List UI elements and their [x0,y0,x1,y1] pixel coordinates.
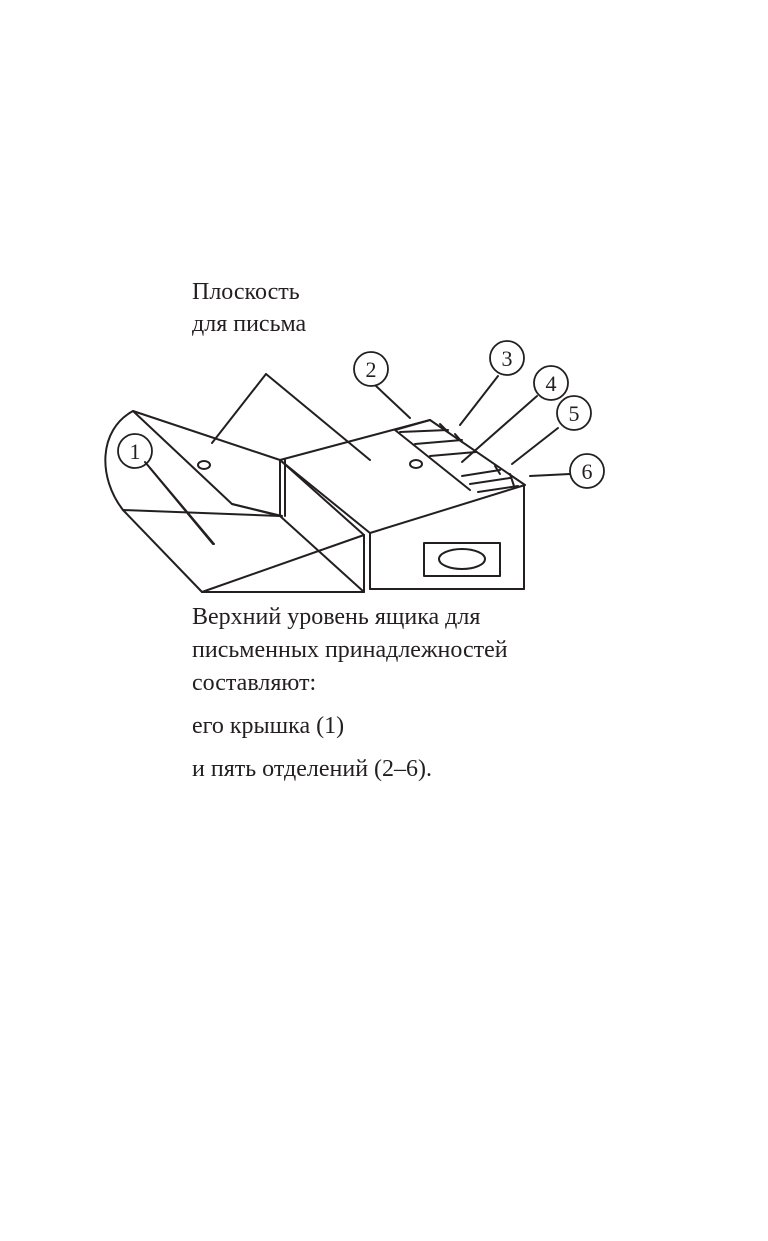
writing-surface-label-line-1: Плоскость [192,279,300,305]
callout-number-6: 6 [581,459,593,484]
caption-line-2: письменных принадлежностей [192,637,508,663]
caption-line-1: Верхний уровень ящика для [192,604,481,630]
caption-item-lid: его крышка (1) [192,713,345,739]
writing-box-diagram [0,340,768,610]
callout-number-3: 3 [501,346,513,371]
caption-item-compartments: и пять отделений (2–6). [192,756,433,782]
caption-intro [192,601,672,700]
lid-panel [105,411,364,592]
box-body [280,420,525,589]
caption [192,601,672,786]
callout-number-1: 1 [129,439,141,464]
writing-surface-label [192,276,306,340]
writing-surface-label-line-2: для письма [192,311,307,337]
callout-number-2: 2 [365,357,377,382]
callout-number-4: 4 [545,371,557,396]
callout-number-5: 5 [568,401,580,426]
writing-surface-pointers [212,374,370,460]
caption-line-3: составляют: [192,670,317,696]
callout-leaders [150,376,570,544]
writing-box-drawing [0,340,768,610]
